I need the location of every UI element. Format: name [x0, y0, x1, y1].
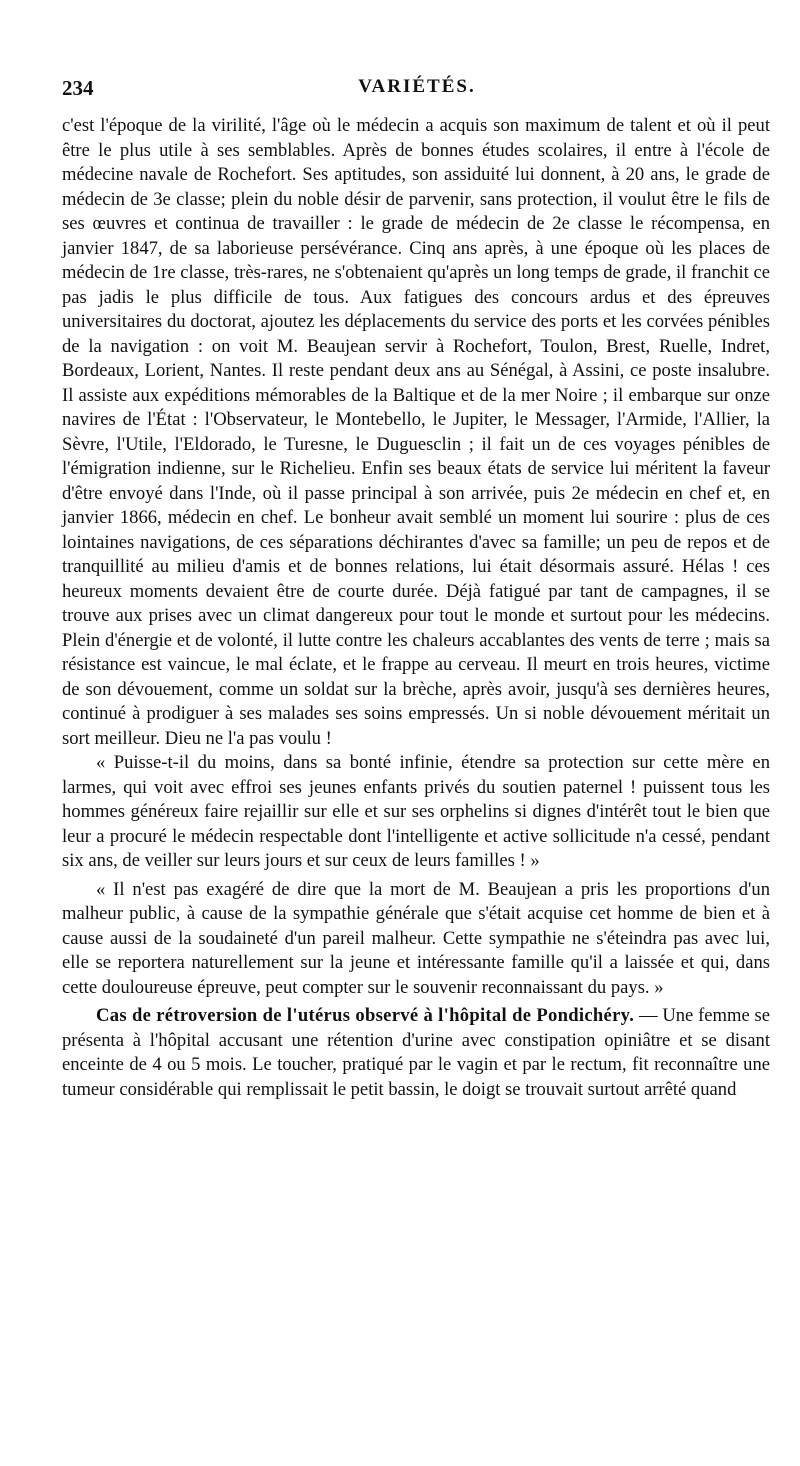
running-head: VARIÉTÉS.	[358, 76, 476, 97]
paragraph-obituary: c'est l'époque de la virilité, l'âge où le médecin a acquis son maximum de talent et où il peut être le plus utile à ses semblables. Après de bonnes études scolaires, il entre à l'école de médecine navale de Rochefort. Ses aptitudes, son assiduité lui donnent, à 20 ans, le grade de médecin de 3e classe; plein du noble désir de parvenir, sans protection, il voulut être le fils de ses œuvres et continua de travailler : le grade de médecin de 2e classe le récompensa, en janvier 1847, de sa laborieuse persévérance. Cinq ans après, à une époque où les places de médecin de 1re classe, très-rares, ne s'obtenaient qu'après un long temps de grade, il franchit ce pas jadis le plus difficile de tous. Aux fatigues des concours ardus et des épreuves universitaires du doctorat, ajoutez les déplacements du service des ports et les corvées pénibles de la navigation : on voit M. Beaujean servir à Rochefort, Toulon, Brest, Ruelle, Indret, Bordeaux, Lorient, Nantes. Il reste pendant deux ans au Sénégal, à Assini, ce poste insalubre. Il assiste aux expéditions mémorables de la Baltique et de la mer Noire ; il embarque sur onze navires de l'État : l'Observateur, le Montebello, le Jupiter, le Messager, l'Armide, l'Allier, la Sèvre, l'Utile, l'Eldorado, le Turesne, le Duguesclin ; il fait un de ces voyages pénibles de l'émigration indienne, sur le Richelieu. Enfin ses beaux états de service lui méritent la faveur d'être envoyé dans l'Inde, où il passe principal à son arrivée, puis 2e médecin en chef et, en janvier 1866, médecin en chef. Le bonheur avait semblé un moment lui sourire : plus de ces lointaines navigations, de ces séparations déchirantes d'avec sa famille; un peu de repos et de tranquillité au milieu d'amis et de bonnes relations, lui était désormais assuré. Hélas ! ces heureux moments devaient être de courte durée. Déjà fatigué par tant de campagnes, il se trouve aux prises avec un climat dangereux pour tout le monde et surtout pour les médecins. Plein d'énergie et de volonté, il lutte contre les chaleurs accablantes des vents de terre ; mais sa résistance est vaincue, le mal éclate, et le frappe au cerveau. Il meurt en trois heures, victime de son dévouement, comme un soldat sur la brèche, après avoir, jusqu'à ses dernières heures, continué à prodiguer à ses malades ses soins empressés. Un si noble dévouement méritait un sort meilleur. Dieu ne l'a pas voulu !	[62, 115, 770, 749]
paragraph-quote-prayer: « Puisse-t-il du moins, dans sa bonté infinie, étendre sa protection sur cette mère en larmes, qui voit avec effroi ses jeunes enfants privés du soutien paternel ! puissent tous les hommes généreux faire rejaillir sur elle et sur ses orphelins si dignes d'intérêt tout le bien que leur a procuré le médecin respectable dont l'intelligente et active sollicitude n'a cessé, pendant six ans, de veiller sur leurs jours et sur ceux de leurs familles ! »	[62, 752, 770, 871]
page-number: 234	[62, 76, 94, 100]
case-report-paragraph	[62, 1004, 770, 1102]
body-text	[62, 114, 770, 1102]
page-header	[62, 76, 772, 102]
paragraph-quote-tribute: « Il n'est pas exagéré de dire que la mort de M. Beaujean a pris les proportions d'un malheur public, à cause de la sympathie générale que s'était acquise cet homme de bien et à cause aussi de la soudaineté d'un pareil malheur. Cette sympathie ne s'éteindra pas avec lui, elle se reportera naturellement sur la jeune et intéressante famille qu'il a laissée et qui, dans cette douloureuse épreuve, peut compter sur le souvenir reconnaissant du pays. »	[62, 878, 770, 998]
case-report-text: — Une femme se présenta à l'hôpital accusant une rétention d'urine avec constipation opiniâtre et se disant enceinte de 4 ou 5 mois. Le toucher, pratiqué par le vagin et par le rectum, fit reconnaître une tumeur considérable qui remplissait le petit bassin, le doigt se trouvait surtout arrêté quand	[62, 1005, 770, 1100]
case-report-title: Cas de rétroversion de l'utérus observé à l'hôpital de Pondichéry.	[96, 1005, 635, 1026]
